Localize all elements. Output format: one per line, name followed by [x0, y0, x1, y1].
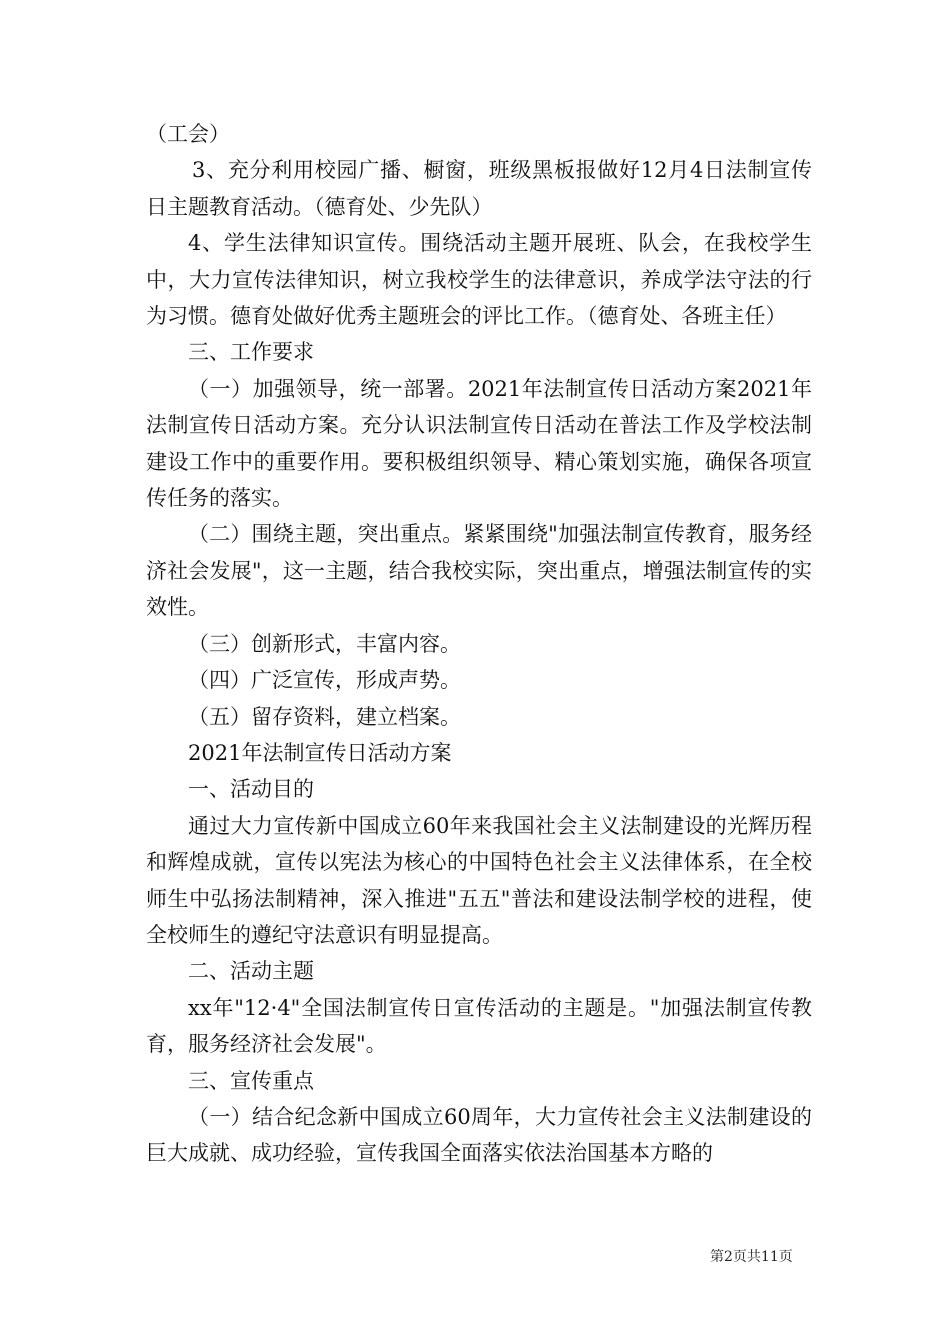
- heading-work-requirements: 三、工作要求: [188, 340, 314, 365]
- page-indicator: 第2页共11页: [710, 1249, 793, 1265]
- document-section-title: 2021年法制宣传日活动方案: [188, 740, 452, 765]
- paragraph-activity-purpose: 通过大力宣传新中国成立60年来我国社会主义法制建设的光辉历程和辉煌成就，宣传以宪法为核心的中国特色社会主义法律体系，在全校师生中弘扬法制精神，深入推进"五五"普法和建设法制学校的进程，使全校师生的遵纪守法意识有明显提高。: [146, 813, 812, 947]
- paragraph-requirement-4: （四）广泛宣传，形成声势。: [188, 668, 461, 693]
- paragraph-item-4: 4、学生法律知识宣传。围绕活动主题开展班、队会，在我校学生中，大力宣传法律知识，树立我校学生的法律意识，养成学法守法的行为习惯。德育处做好优秀主题班会的评比工作。（德育处、各班主任）: [146, 231, 812, 329]
- paragraph-publicity-focus-1: （一）结合纪念新中国成立60周年，大力宣传社会主义法制建设的巨大成就、成功经验，宣传我国全面落实依法治国基本方略的: [146, 1104, 812, 1166]
- paragraph-requirement-1: （一）加强领导，统一部署。2021年法制宣传日活动方案2021年法制宣传日活动方案。充分认识法制宣传日活动在普法工作及学校法制建设工作中的重要作用。要积极组织领导、精心策划实施，确保各项宣传任务的落实。: [146, 376, 812, 511]
- paragraph-requirement-5: （五）留存资料，建立档案。: [188, 704, 461, 729]
- heading-activity-theme: 二、活动主题: [188, 959, 314, 984]
- paragraph-item-3: 3、充分利用校园广播、橱窗，班级黑板报做好12月4日法制宣传日主题教育活动。（德育处、少先队）: [146, 158, 812, 219]
- document-body: [146, 116, 812, 1172]
- paragraph-requirement-3: （三）创新形式，丰富内容。: [188, 631, 461, 656]
- paragraph-activity-theme: xx年"12·4"全国法制宣传日宣传活动的主题是。"加强法制宣传教育，服务经济社会发展"。: [146, 995, 812, 1057]
- heading-publicity-focus: 三、宣传重点: [188, 1068, 314, 1093]
- paragraph-requirement-2: （二）围绕主题，突出重点。紧紧围绕"加强法制宣传教育，服务经济社会发展"，这一主题，结合我校实际，突出重点，增强法制宣传的实效性。: [146, 522, 812, 620]
- paragraph-union-note: （工会）: [146, 122, 230, 146]
- heading-activity-purpose: 一、活动目的: [188, 777, 314, 802]
